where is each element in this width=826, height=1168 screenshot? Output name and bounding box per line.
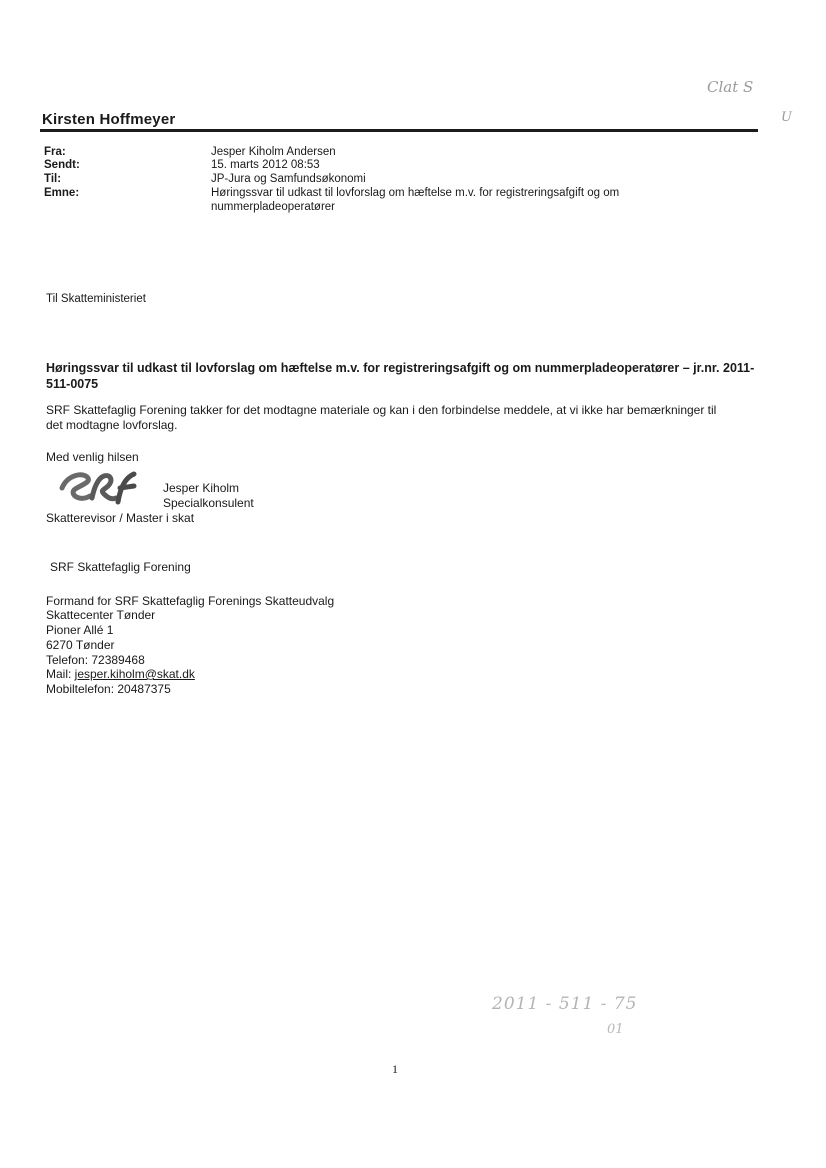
from-label: Fra: <box>44 146 66 158</box>
signature-name: Jesper Kiholm <box>163 481 240 495</box>
signature-street: Pioner Allé 1 <box>46 623 114 637</box>
to-value: JP-Jura og Samfundsøkonomi <box>211 173 366 185</box>
signature-role: Skatterevisor / Master i skat <box>46 511 195 525</box>
signature-phone: Telefon: 72389468 <box>46 653 145 667</box>
signature-mobile: Mobiltelefon: 20487375 <box>46 682 171 696</box>
to-label: Til: <box>44 173 62 185</box>
srf-logo <box>58 468 142 508</box>
subject-value-line1: Høringssvar til udkast til lovforslag om hæftelse m.v. for registreringsafgift og om <box>211 187 620 199</box>
sent-label: Sendt: <box>44 159 80 171</box>
signature-org: SRF Skattefaglig Forening <box>50 560 191 574</box>
sent-value: 15. marts 2012 08:53 <box>211 159 320 171</box>
from-value: Jesper Kiholm Andersen <box>211 146 336 158</box>
letter-heading: Høringssvar til udkast til lovforslag om hæftelse m.v. for registreringsafgift og om nummerpladeoperatører – jr.nr. 2011-511-0075 <box>46 361 755 391</box>
handwritten-note: Clat S <box>707 78 754 96</box>
signature-workplace: Skattecenter Tønder <box>46 608 156 622</box>
stamp-number: 2011 - 511 - 75 <box>492 994 638 1014</box>
email-link[interactable]: jesper.kiholm@skat.dk <box>74 667 195 681</box>
signature-title: Specialkonsulent <box>163 496 254 510</box>
letter-paragraph: SRF Skattefaglig Forening takker for det modtagne materiale og kan i den forbindelse meddele, at vi ikke har bemærkninger til det modtagne lovforslag. <box>46 403 717 432</box>
signature-city: 6270 Tønder <box>46 638 115 652</box>
recipient-line: Til Skatteministeriet <box>46 293 146 305</box>
srf-logo-icon <box>58 468 142 508</box>
mailbox-owner-name: Kirsten Hoffmeyer <box>42 111 176 128</box>
signature-chair: Formand for SRF Skattefaglig Forenings Skatteudvalg <box>46 594 335 608</box>
signature-mail <box>46 667 195 681</box>
mail-label: Mail: <box>46 667 75 681</box>
subject-value-line2: nummerpladeoperatører <box>211 201 336 213</box>
stamp-suffix: 01 <box>607 1022 624 1037</box>
header-divider <box>40 129 758 132</box>
page-number: 1 <box>392 1062 398 1076</box>
subject-label: Emne: <box>44 187 80 199</box>
handwritten-mark: U <box>781 110 792 125</box>
greeting: Med venlig hilsen <box>46 450 139 464</box>
